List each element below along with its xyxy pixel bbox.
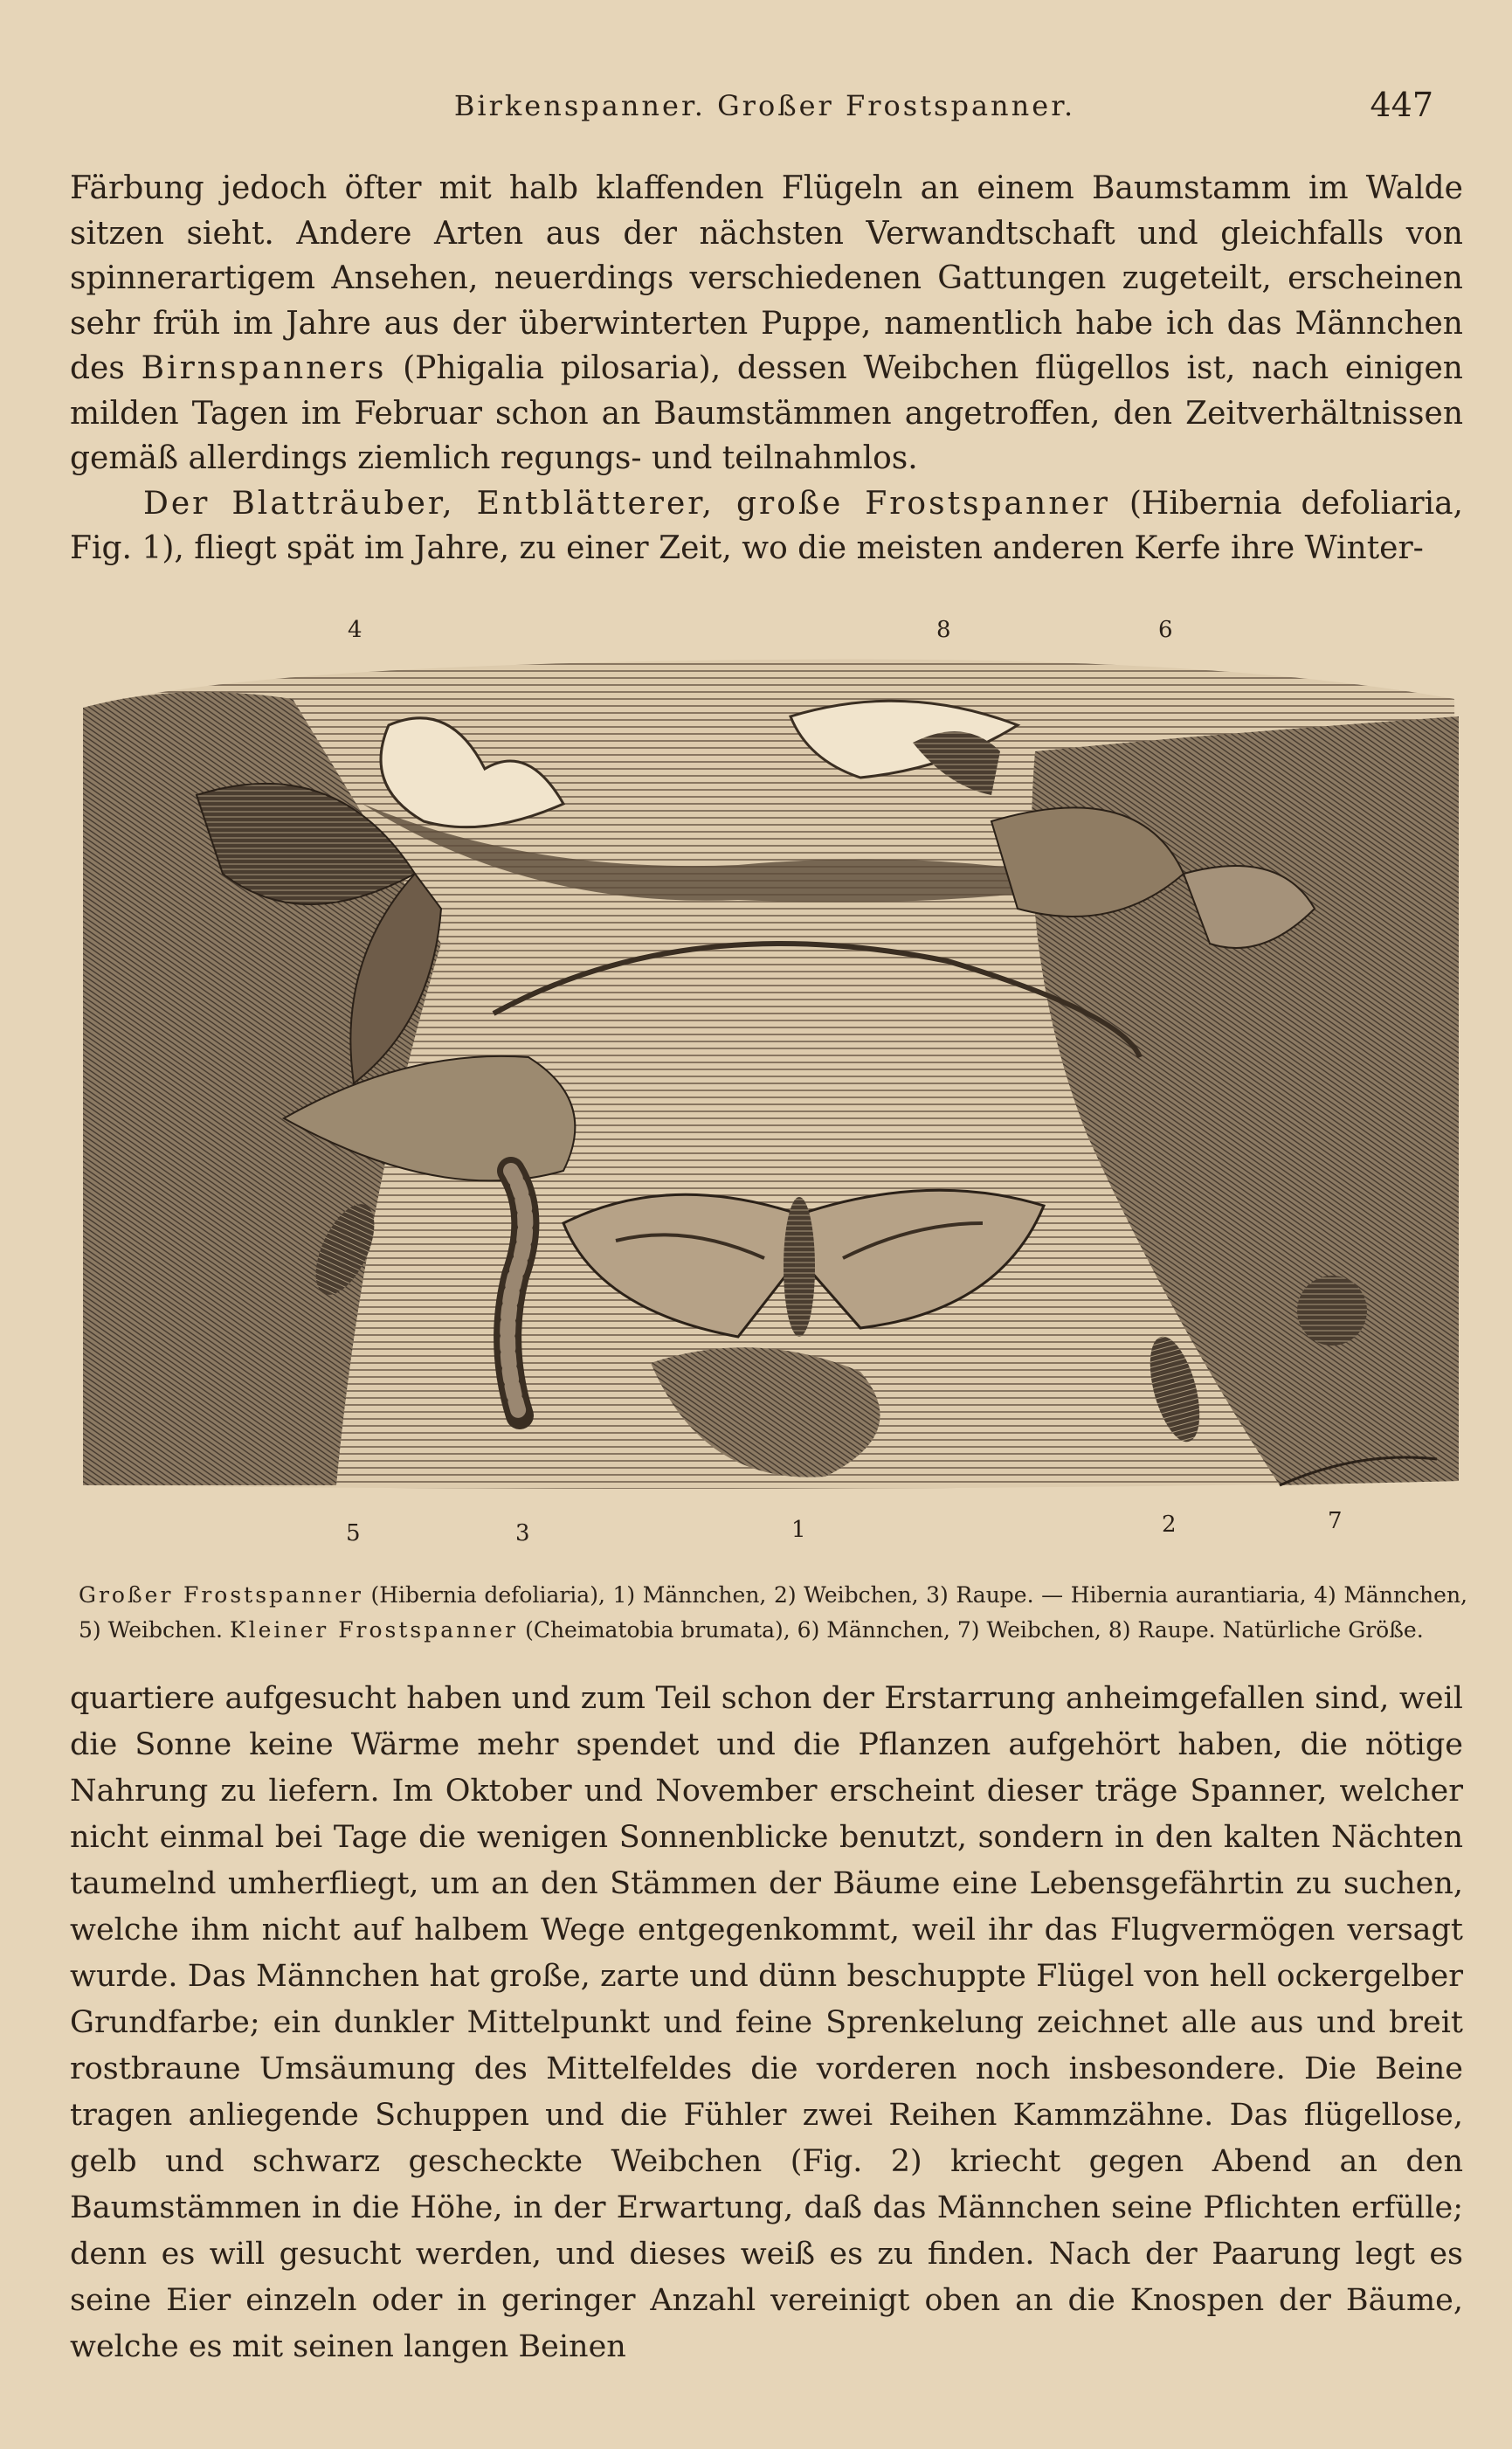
paragraph-3: quartiere aufgesucht haben und zum Teil schon der Erstarrung anheimgefallen sind, weil die Sonne keine Wärme mehr spendet und die Pflanzen aufgehört haben, die nötige Nahrung zu liefern. Im Oktober und November erscheint dieser träge Spanner, welcher nicht einmal bei Tage die wenigen Sonnenblicke benutzt, sondern in den kalten Nächten taumelnd umherfliegt, um an den Stämmen der Bäume eine Lebensgefährtin zu suchen, welche ihm nicht auf halbem Wege entgegenkommt, weil ihr das Flugvermögen versagt wurde. Das Männchen hat große, zarte und dünn beschuppte Flügel von hell ockergelber Grundfarbe; ein dunkler Mittelpunkt und feine Sprenkelung zeichnet alle aus und breit rostbraune Umsäumung des Mittelfeldes die vorderen noch insbesondere. Die Beine tragen anliegende Schuppen und die Fühler zwei Reihen Kammzähne. Das flügellose, gelb und schwarz gescheckte Weibchen (Fig. 2) kriecht gegen Abend an den Baumstämmen in die Höhe, in der Erwartung, daß das Männchen seine Pflichten erfülle; denn es will gesucht werden, und dieses weiß es zu finden. Nach der Paarung legt es seine Eier einzeln oder in geringer Anzahl vereinigt oben an die Knospen der Bäume, welche es mit seinen langen Beinen	[70, 1681, 1463, 2364]
paragraph-2-text-end: Fig. 1), fliegt spät im Jahre, zu einer Zeit, wo die meisten anderen Kerfe ihre Winter-	[70, 530, 1424, 566]
moth-engraving-figure	[74, 647, 1463, 1512]
paragraph-1-text-end: dessen Weibchen flügellos ist, nach einigen milden Tagen im Februar schon an Baumstämmen angetroffen, den Zeitverhältnissen gemäß allerdings ziemlich regungs- und teilnahmlos.	[70, 350, 1463, 476]
figure-caption	[79, 1578, 1467, 1648]
engraving-illustration	[74, 647, 1463, 1512]
running-title: Birkenspanner. Großer Frostspanner.	[453, 89, 1076, 122]
figure-number-7: 7	[1328, 1508, 1343, 1534]
paragraph-2	[70, 481, 1463, 571]
body-text-bottom	[70, 1676, 1463, 2370]
figure-number-4: 4	[348, 617, 362, 643]
caption-part-1: (Hibernia defoliaria), 1) Männchen, 2) Weibchen, 3) Raupe. — Hibernia aurantiaria, 4) Männchen, 5) Weibchen.	[79, 1582, 1467, 1643]
caption-part-2: (Cheimatobia brumata), 6) Männchen, 7) Weibchen, 8) Raupe. Natürliche Größe.	[518, 1617, 1424, 1643]
figure-number-3: 3	[515, 1520, 530, 1546]
paragraph-1-text: Färbung jedoch öfter mit halb klaffenden Flügeln an einem Baumstamm im Walde sitzen sieht. Andere Arten aus der nächsten Verwandtschaft und gleichfalls von spinnerartigem Ansehen, neuerdings verschiedenen Gattungen zugeteilt, erscheinen sehr früh im Jahre aus der überwinterten Puppe, namentlich habe ich das Männchen des	[70, 170, 1463, 386]
figure-number-1: 1	[791, 1517, 806, 1543]
figure-number-8: 8	[936, 617, 951, 643]
running-head	[70, 86, 1460, 133]
caption-name-great-frost-moth: Großer Frostspanner	[79, 1582, 363, 1608]
paragraph-1	[70, 166, 1463, 481]
figure-number-5: 5	[346, 1520, 361, 1546]
caption-name-small-frost-moth: Kleiner Frostspanner	[229, 1617, 519, 1643]
body-text-top	[70, 166, 1463, 571]
paragraph-1-spaced-name: Birnspanners	[141, 350, 387, 386]
page-number: 447	[1370, 86, 1433, 124]
paragraph-2-latin: (Hibernia defoliaria,	[1109, 485, 1463, 522]
figure-number-2: 2	[1162, 1512, 1177, 1538]
paragraph-1-latin: (Phigalia pilosaria),	[386, 350, 721, 386]
paragraph-2-spaced-name: Der Blatträuber, Entblätterer, große Frostspanner	[143, 485, 1110, 522]
frost-moth-caterpillar	[507, 1171, 525, 1415]
figure-number-6: 6	[1158, 617, 1173, 643]
winter-moth-female	[1297, 1276, 1367, 1346]
